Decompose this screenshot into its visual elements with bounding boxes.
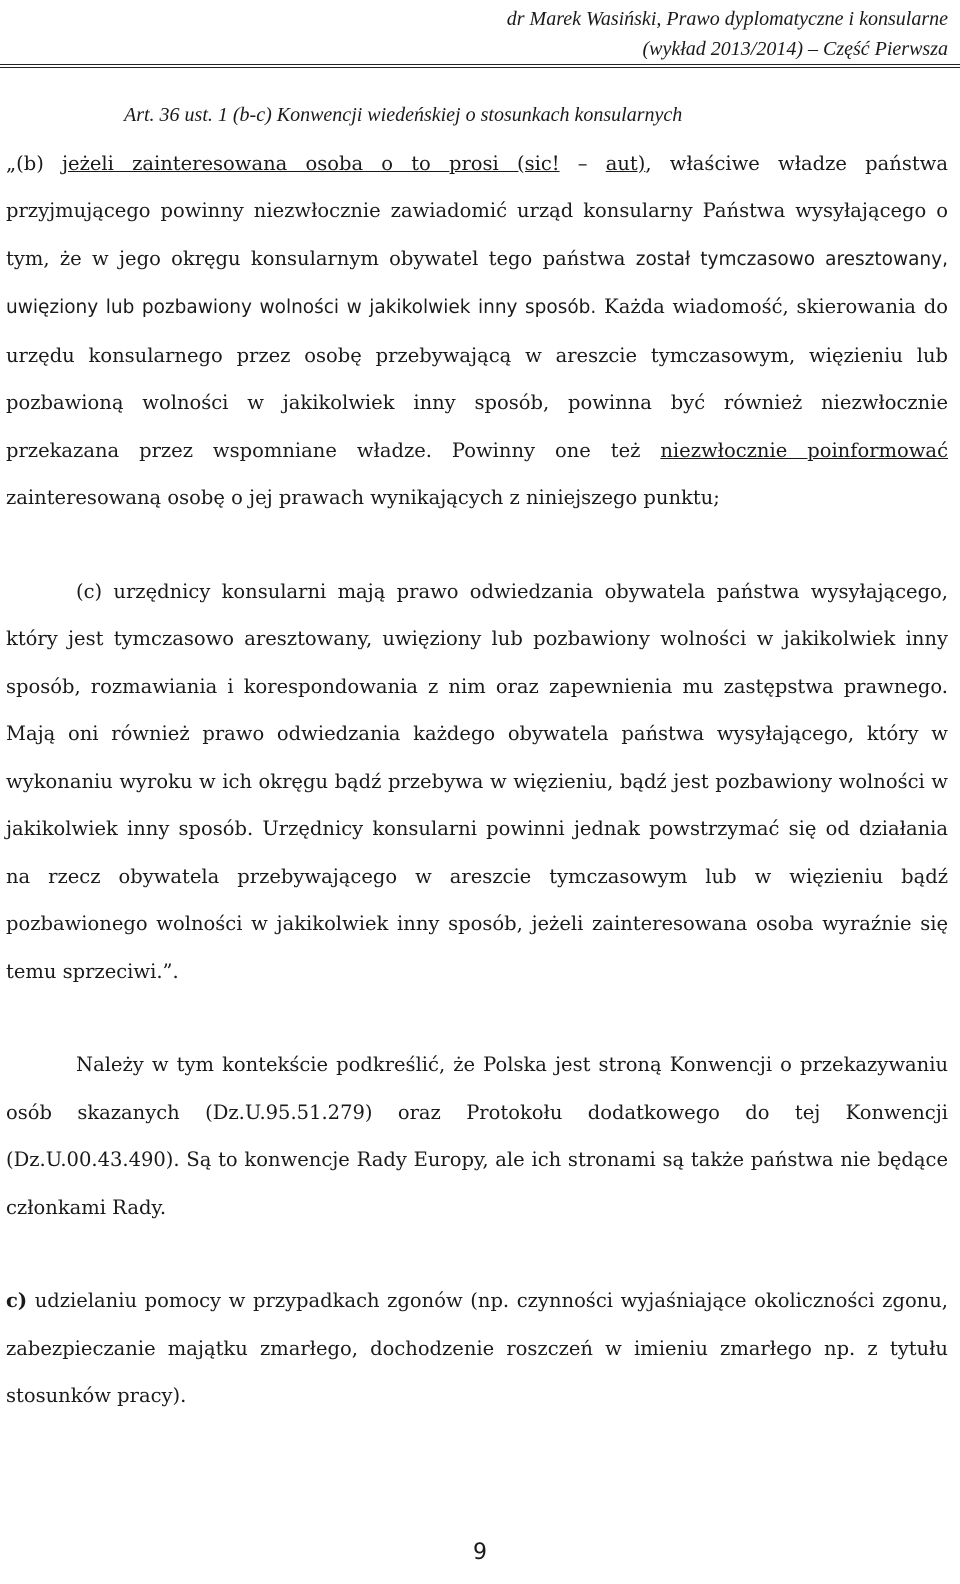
paragraph-b	[6, 140, 948, 522]
paragraph-zgony-text: udzielaniu pomocy w przypadkach zgonów (np. czynności wyjaśniające okoliczności zgonu, zabezpieczanie majątku zmarłego, dochodzenie roszczeń w imieniu zmarłego np. z tytułu stosunków pracy).	[6, 1289, 948, 1407]
page-number: 9	[473, 1540, 487, 1565]
underlined-aut: aut)	[605, 151, 646, 175]
header-rule	[0, 64, 960, 68]
spacer	[6, 522, 948, 568]
paragraph-b-text-3: zainteresowaną osobę o jej prawach wynikających z niniejszego punktu;	[6, 486, 720, 509]
header-author-title: dr Marek Wasiński, Prawo dyplomatyczne i konsularne	[506, 8, 948, 30]
running-header	[168, 4, 948, 64]
paragraph-b-text-1: , właściwe władze państwa przyjmującego powinny niezwłocznie zawiadomić urząd konsularny Państwa wysyłającego o tym, że w jego okręgu konsularnym obywatel tego państwa	[6, 151, 948, 270]
paragraph-b-prefix: „(b)	[6, 151, 63, 175]
page-body	[6, 92, 948, 1420]
paragraph-zgony	[6, 1277, 948, 1420]
list-marker-c: c)	[6, 1289, 28, 1312]
spacer	[6, 1231, 948, 1277]
paragraph-polska: Należy w tym kontekście podkreślić, że Polska jest stroną Konwencji o przekazywaniu osób skazanych (Dz.U.95.51.279) oraz Protokołu dodatkowego do tej Konwencji (Dz.U.00.43.490). Są to konwencje Rady Europy, ale ich stronami są także państwa nie będące członkami Rady.	[6, 1053, 948, 1219]
paragraph-b-sans-text: został tymczasowo aresztowany, uwięziony lub pozbawiony wolności w jakikolwiek inny sposób.	[6, 248, 948, 318]
dash: –	[559, 151, 606, 175]
article-title: Art. 36 ust. 1 (b-c) Konwencji wiedeńskiej o stosunkach konsularnych	[124, 104, 683, 126]
spacer	[6, 995, 948, 1041]
underlined-request: jeżeli zainteresowana osoba o to prosi (sic!	[62, 151, 560, 175]
paragraph-c: (c) urzędnicy konsularni mają prawo odwiedzania obywatela państwa wysyłającego, który jest tymczasowo aresztowany, uwięziony lub pozbawiony wolności w jakikolwiek inny sposób, rozmawiania i korespondowania z nim oraz zapewnienia mu zastępstwa prawnego. Mają oni również prawo odwiedzania każdego obywatela państwa wysyłającego, który w wykonaniu wyroku w ich okręgu bądź przebywa w więzieniu, bądź jest pozbawiony wolności w jakikolwiek inny sposób. Urzędnicy konsularni powinni jednak powstrzymać się od działania na rzecz obywatela przebywającego w areszcie tymczasowym lub w więzieniu bądź pozbawionego wolności w jakikolwiek inny sposób, jeżeli zainteresowana osoba wyraźnie się temu sprzeciwi.”.	[6, 579, 948, 983]
underlined-inform: niezwłocznie poinformować	[660, 438, 948, 462]
header-lecture-part: (wykład 2013/2014) – Część Pierwsza	[642, 38, 948, 60]
paragraph-b-text-2: Każda wiadomość, skierowania do urzędu konsularnego przez osobę przebywającą w areszcie tymczasowym, więzieniu lub pozbawioną wolności w jakikolwiek inny sposób, powinna być również niezwłocznie przekazana przez wspomniane władze. Powinny one też	[6, 295, 948, 462]
